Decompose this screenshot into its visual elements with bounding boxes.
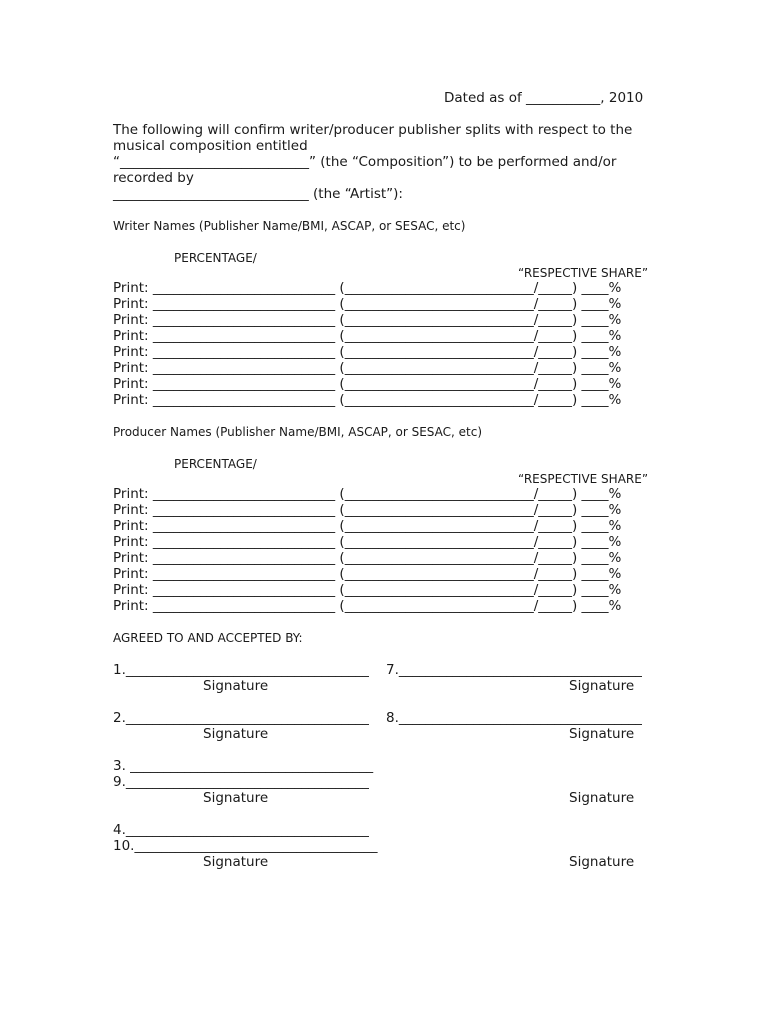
signature-label: Signature xyxy=(569,790,635,806)
agreed-label: AGREED TO AND ACCEPTED BY: xyxy=(113,631,303,645)
signature-line-3: 3. ____________________________________ xyxy=(113,758,374,774)
producers-heading: Producer Names (Publisher Name/BMI, ASCAP, or SESAC, etc) xyxy=(113,425,483,439)
signature-label: Signature xyxy=(569,678,635,694)
writer-row: Print: ___________________________ (____________________________/_____) ____% xyxy=(113,328,622,344)
producer-row: Print: ___________________________ (____________________________/_____) ____% xyxy=(113,502,622,518)
producer-row: Print: ___________________________ (____________________________/_____) ____% xyxy=(113,550,622,566)
writer-row: Print: ___________________________ (____________________________/_____) ____% xyxy=(113,296,622,312)
signature-line-7: 7.____________________________________ xyxy=(386,662,642,678)
producer-row: Print: ___________________________ (____________________________/_____) ____% xyxy=(113,566,622,582)
writer-row: Print: ___________________________ (____________________________/_____) ____% xyxy=(113,360,622,376)
intro-line-3: “____________________________” (the “Composition”) to be performed and/or xyxy=(113,154,617,170)
producer-row: Print: ___________________________ (____________________________/_____) ____% xyxy=(113,534,622,550)
signature-line-8: 8.____________________________________ xyxy=(386,710,642,726)
writer-row: Print: ___________________________ (____________________________/_____) ____% xyxy=(113,392,622,408)
producer-row: Print: ___________________________ (____________________________/_____) ____% xyxy=(113,486,622,502)
signature-label: Signature xyxy=(203,726,269,742)
signature-line-2: 2.____________________________________ xyxy=(113,710,369,726)
signature-line-1: 1.____________________________________ xyxy=(113,662,369,678)
intro-line-2: musical composition entitled xyxy=(113,138,308,154)
writers-share-label: “RESPECTIVE SHARE” xyxy=(518,266,649,280)
signature-line-4: 4.____________________________________ xyxy=(113,822,369,838)
writer-row: Print: ___________________________ (____________________________/_____) ____% xyxy=(113,344,622,360)
intro-line-4: recorded by xyxy=(113,170,194,186)
signature-label: Signature xyxy=(203,790,269,806)
signature-label: Signature xyxy=(569,726,635,742)
producer-row: Print: ___________________________ (____________________________/_____) ____% xyxy=(113,582,622,598)
writer-row: Print: ___________________________ (____________________________/_____) ____% xyxy=(113,312,622,328)
signature-label: Signature xyxy=(203,854,269,870)
producer-row: Print: ___________________________ (____________________________/_____) ____% xyxy=(113,518,622,534)
intro-line-1: The following will confirm writer/producer publisher splits with respect to the xyxy=(113,122,633,138)
writer-row: Print: ___________________________ (____________________________/_____) ____% xyxy=(113,280,622,296)
writers-heading: Writer Names (Publisher Name/BMI, ASCAP, or SESAC, etc) xyxy=(113,219,466,233)
producers-percentage-label: PERCENTAGE/ xyxy=(174,457,257,471)
dated-line: Dated as of ___________, 2010 xyxy=(444,90,644,106)
producers-share-label: “RESPECTIVE SHARE” xyxy=(518,472,649,486)
signature-line-9: 9.____________________________________ xyxy=(113,774,369,790)
producer-row: Print: ___________________________ (____________________________/_____) ____% xyxy=(113,598,622,614)
signature-line-10: 10.____________________________________ xyxy=(113,838,378,854)
writer-row: Print: ___________________________ (____________________________/_____) ____% xyxy=(113,376,622,392)
signature-label: Signature xyxy=(569,854,635,870)
writers-percentage-label: PERCENTAGE/ xyxy=(174,251,257,265)
intro-line-5: _____________________________ (the “Artist”): xyxy=(113,186,403,202)
signature-label: Signature xyxy=(203,678,269,694)
